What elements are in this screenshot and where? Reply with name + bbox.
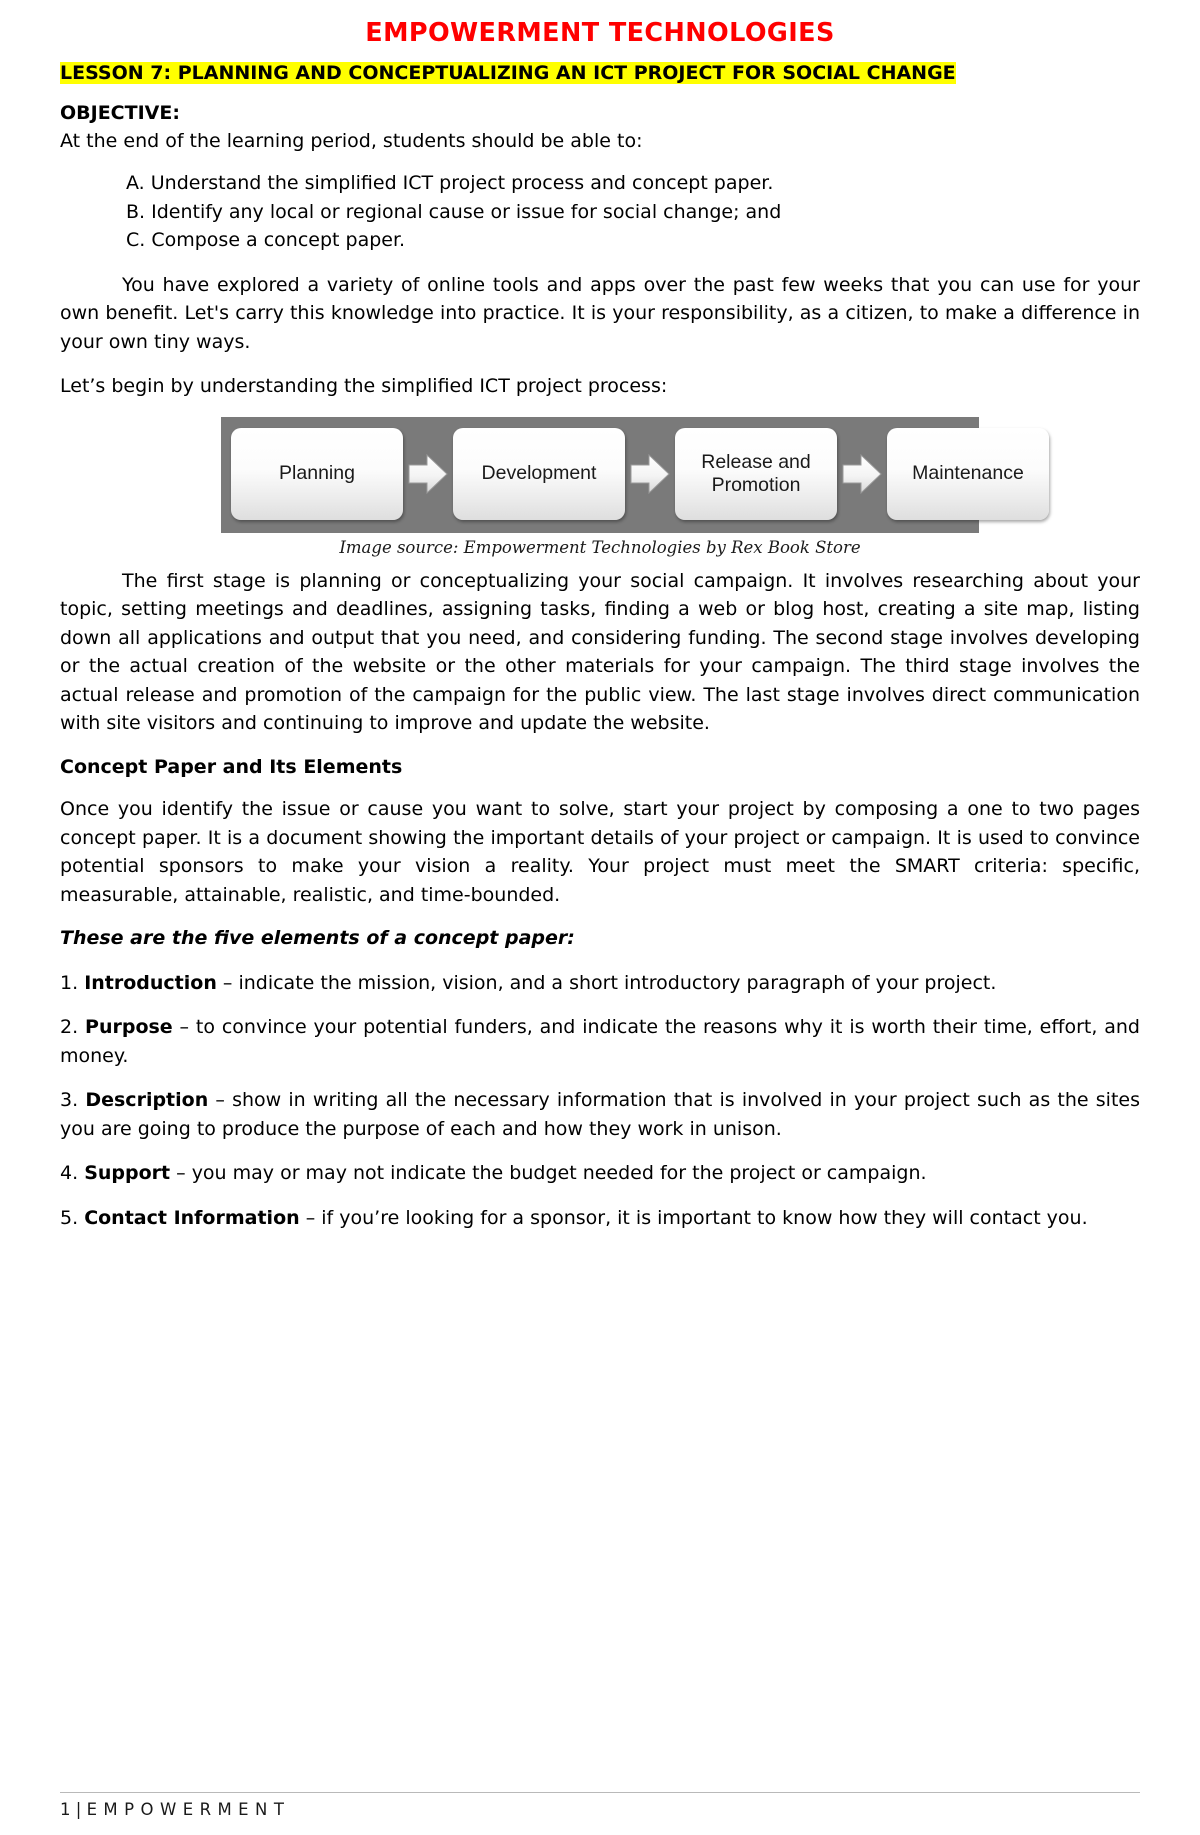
stage-label-release-and-promotion: Release and Promotion — [701, 451, 811, 496]
lesson-heading — [60, 60, 1140, 86]
footer-separator: | — [70, 1800, 87, 1819]
stage-label-maintenance: Maintenance — [912, 462, 1024, 485]
stage-box-development — [453, 428, 625, 520]
footer-content — [60, 1800, 1140, 1819]
element-item-1 — [60, 969, 1140, 998]
element-number-1: 1. — [60, 971, 79, 994]
lesson-heading-text: LESSON 7: PLANNING AND CONCEPTUALIZING AN ICT PROJECT FOR SOCIAL CHANGE — [60, 61, 956, 84]
stage-label-planning: Planning — [279, 462, 355, 485]
element-item-3 — [60, 1086, 1140, 1143]
objective-item-a: A. Understand the simplified ICT project process and concept paper. — [126, 172, 774, 195]
element-number-4: 4. — [60, 1162, 79, 1185]
arrow-right-icon-3 — [841, 451, 883, 497]
element-text-4: – you may or may not indicate the budget needed for the project or campaign. — [170, 1162, 927, 1185]
stage-label-development: Development — [481, 462, 597, 485]
intro-paragraph-1: You have explored a variety of online tools and apps over the past few weeks that you can use for your own benefit. Let's carry this knowledge into practice. It is your responsibility, as a citizen, to make a difference in your own tiny ways. — [60, 273, 1140, 353]
element-term-4: Support — [84, 1162, 171, 1185]
element-term-3: Description — [85, 1089, 209, 1112]
element-term-5: Contact Information — [84, 1206, 300, 1229]
stage-box-release-and-promotion — [675, 428, 837, 520]
objective-label: OBJECTIVE: — [60, 102, 180, 125]
stage-box-planning — [231, 428, 403, 520]
footer-divider — [60, 1792, 1140, 1793]
element-number-5: 5. — [60, 1206, 79, 1229]
stage-box-maintenance — [887, 428, 1049, 520]
concept-paper-paragraph: Once you identify the issue or cause you want to solve, start your project by composing a one to two pages concept paper. It is a document showing the important details of your project or campaign. It is used to convince potential sponsors to make your vision a reality. Your project must meet the SMART criteria: specific, measurable, attainable, realistic, and time-bounded. — [60, 798, 1140, 906]
figure-canvas — [221, 417, 1024, 533]
element-number-3: 3. — [60, 1089, 79, 1112]
objective-list — [60, 169, 1140, 255]
footer-page-number: 1 — [60, 1800, 71, 1819]
element-item-5 — [60, 1204, 1140, 1233]
element-item-4 — [60, 1159, 1140, 1188]
ict-process-figure — [60, 417, 1140, 557]
stages-paragraph: The first stage is planning or conceptualizing your social campaign. It involves researching about your topic, setting meetings and deadlines, assigning tasks, finding a web or blog host, creating a site map, listing down all applications and output that you need, and considering funding. The second stage involves developing or the actual creation of the website or the other materials for your campaign. The third stage involves the actual release and promotion of the campaign for the public view. The last stage involves direct communication with site visitors and continuing to improve and update the website. — [60, 569, 1140, 735]
objective-item-c: C. Compose a concept paper. — [126, 229, 406, 252]
figure-caption: Image source: Empowerment Technologies by Rex Book Store — [339, 537, 861, 557]
footer-label: E M P O W E R M E N T — [86, 1800, 285, 1819]
concept-paper-heading: Concept Paper and Its Elements — [60, 755, 403, 778]
arrow-right-icon-1 — [407, 451, 449, 497]
objective-intro: At the end of the learning period, students should be able to: — [60, 129, 643, 152]
five-elements-intro: These are the five elements of a concept paper: — [60, 927, 575, 950]
arrow-right-icon-2 — [629, 451, 671, 497]
element-term-2: Purpose — [85, 1016, 173, 1039]
bottom-spacer — [60, 1248, 1140, 1398]
intro-paragraph-2: Let’s begin by understanding the simplified ICT project process: — [60, 375, 668, 398]
element-text-2: – to convince your potential funders, and indicate the reasons why it is worth their time, effort, and money. — [60, 1016, 1140, 1067]
objective-item-b: B. Identify any local or regional cause or issue for social change; and — [126, 200, 782, 223]
element-number-2: 2. — [60, 1016, 79, 1039]
page-footer — [60, 1792, 1140, 1835]
element-text-5: – if you’re looking for a sponsor, it is important to know how they will contact you. — [299, 1206, 1088, 1229]
process-flow — [231, 428, 1024, 520]
element-term-1: Introduction — [84, 971, 217, 994]
element-text-1: – indicate the mission, vision, and a short introductory paragraph of your project. — [216, 971, 997, 994]
page-title: EMPOWERMENT TECHNOLOGIES — [365, 18, 835, 48]
element-item-2 — [60, 1013, 1140, 1070]
element-text-3: – show in writing all the necessary information that is involved in your project such as the sites you are going to produce the purpose of each and how they work in unison. — [60, 1089, 1140, 1140]
